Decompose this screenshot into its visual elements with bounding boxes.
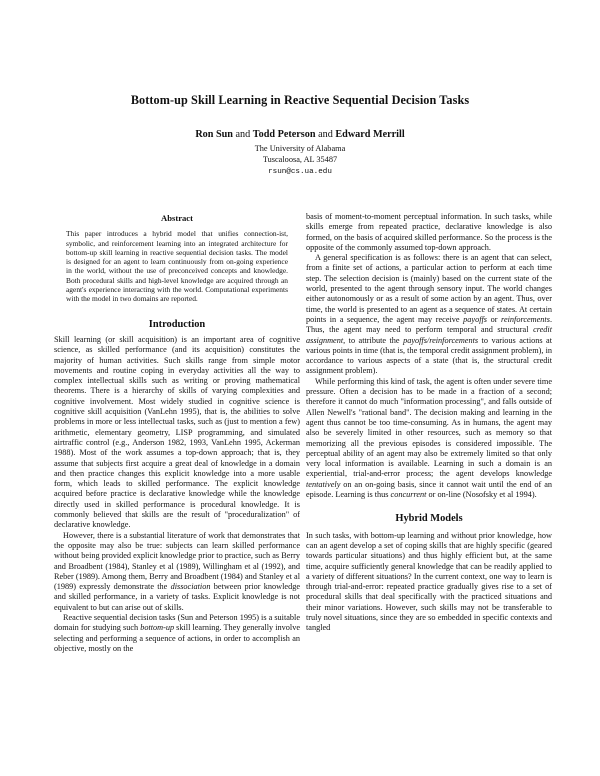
emphasis: tentatively (306, 479, 341, 489)
affiliation-email-line (0, 166, 600, 176)
author-email: rsun@cs.ua.edu (268, 168, 332, 176)
author-name: Edward Merrill (335, 129, 405, 140)
author-name: Todd Peterson (252, 129, 316, 140)
affiliation-address: Tuscaloosa, AL 35487 (262, 155, 338, 164)
text-run: However, there is a substantial literature of work that demonstrates that the opposite may also be true: subjects can learn skilled performance without being provided explicit knowledge prior to practice, such as Berry and Broadbent (1984), Stanley et al (1989), Willingham et al (1992), and Reber (1989). Among them, Berry and Broadbent (1984) and Stanley et al (1989) expressly demonstrate the (54, 530, 300, 592)
text-run: . Thus, the agent may need to perform temporal and structural (306, 314, 552, 335)
right-paragraph-1: basis of moment-to-moment perceptual information. In such tasks, while skills emerge from repeated practice, declarative knowledge is also formed, on the basis of acquired skilled performance. So the process is the opposite of the commonly assumed top-down approach. (306, 212, 552, 252)
text-run: on an on-going basis, since it cannot wait until the end of an episode. Learning is thus (306, 479, 552, 500)
text-run: to various actions at various points in time (that is, the temporal credit assignment problem), in accordance to various aspects of a state (that is, the structural credit assignment problem). (306, 335, 552, 376)
text-run: , to attribute the (343, 335, 404, 345)
right-paragraph-2 (306, 253, 552, 377)
author-conjunction: and (235, 129, 251, 140)
left-column (54, 213, 300, 654)
intro-paragraph-3 (54, 613, 300, 654)
right-column (306, 212, 552, 634)
emphasis: concurrent (390, 490, 427, 500)
intro-paragraph-2 (54, 531, 300, 613)
hybrid-models-heading: Hybrid Models (395, 513, 463, 525)
text-run: or on-line (Nosofsky et al 1994). (426, 490, 537, 500)
emphasis: dissociation (170, 582, 211, 592)
text-run: Reactive sequential decision tasks (Sun and Peterson 1995) is a suitable domain for studying such (54, 612, 300, 633)
emphasis: bottom-up (140, 623, 175, 633)
text-run: skill learning. They generally involve selecting and performing a sequence of actions, in order to accomplish an objective, mostly on the (54, 623, 300, 653)
author-name: Ron Sun (195, 129, 233, 140)
text-run: While performing this kind of task, the agent is often under severe time pressure. Often a decision has to be made in a fraction of a second; therefore it cannot do much "information processing", and falls outside of Allen Newell's "rational band". The decision making and learning in the agent thus cannot be too time-consuming. As in humans, the agent may also be severely limited in other resources, such as memory so that memorizing all the previous episodes is considered impossible. The perceptual ability of an agent may also be extremely limited so that only very local information is available. Learning in such a domain is an experiential, trial-and-error process; the agent develops knowledge (306, 376, 552, 479)
introduction-heading: Introduction (148, 318, 206, 330)
intro-paragraph-1: Skill learning (or skill acquisition) is an important area of cognitive science, as skilled performance (and its acquisition) constitutes the majority of human activities. Such skills range from simple motor movements and routine coping in everyday activities all the way to complex intellectual skills such as writing or proving mathematical theorems. There is a hierarchy of skills of varying complexities and cognitive involvement. Most widely studied in cognitive science is cognitive skill acquisition (VanLehn 1995), that is, the abilities to solve problems in more or less intellectual tasks, such as (just to mention a few) arithmetic, elementary geometry, LISP programming, and simulated airtraffic control (e.g., Anderson 1982, 1993, VanLehn 1995, Ackerman 1988). Most of the work assumes a top-down approach; that is, they assume that subjects first acquire a great deal of knowledge in a domain and then practice changes this explicit knowledge into a more usable form, which leads to skilled performance. The explicit knowledge acquired before practice is declarative knowledge while the knowledge directly used in skilled performance is procedural knowledge. It is commonly believed that skills are the result of "proceduralization" of declarative knowledge. (54, 334, 300, 530)
text-run: or (487, 314, 502, 324)
author-line (0, 129, 600, 140)
emphasis: payoffs/reinforcements (403, 335, 479, 345)
author-conjunction: and (318, 129, 333, 140)
right-paragraph-4: In such tasks, with bottom-up learning and without prior knowledge, how can an agent develop a set of coping skills that are highly specific (geared towards particular situations) and thus highly efficient but, at the same time, acquire sufficiently general knowledge that can be readily applied to a variety of different situations? In the current context, one way to learn is through trial-and-error: repeated practice gradually gives rise to a set of procedural skills that deal specifically with the practiced situations and their minor variations. However, such skills may not be transferable to truly novel situations, since they are so embedded in specific contexts and tangled (306, 530, 552, 633)
emphasis: reinforcements (501, 314, 550, 324)
text-run: A general specification is as follows: there is an agent that can select, from a finite set of actions, a particular action to perform at each time step. The selection decision is (mainly) based on the current state of the world, presented to the agent through sensory input. The world changes either autonomously or as a result of some action by an agent. Thus, over time, the world is presented to an agent as a sequence of states. At certain points in a sequence, the agent may receive (306, 253, 552, 324)
text-run: between prior knowledge and skilled performance, in a variety of tasks. Explicit knowledge is not equivalent to but can arise out of skills. (54, 582, 300, 612)
emphasis: payoffs (463, 314, 487, 324)
abstract-text: This paper introduces a hybrid model that unifies connection-ist, symbolic, and reinforcement learning into an integrated architecture for bottom-up skill learning in reactive sequential decision tasks. The model is designed for an agent to learn continuously from on-going experience in the world, without the use of preconceived concepts and knowledge. Both procedural skills and high-level knowledge are acquired through an agent's experience interacting with the world. Computational experiments with the model in two domains are reported. (66, 229, 288, 304)
paper-title: Bottom-up Skill Learning in Reactive Sequential Decision Tasks (130, 93, 470, 107)
affiliation-university: The University of Alabama (254, 144, 346, 153)
abstract-heading: Abstract (161, 213, 193, 223)
right-paragraph-3 (306, 377, 552, 501)
emphasis: credit assignment (306, 325, 552, 345)
